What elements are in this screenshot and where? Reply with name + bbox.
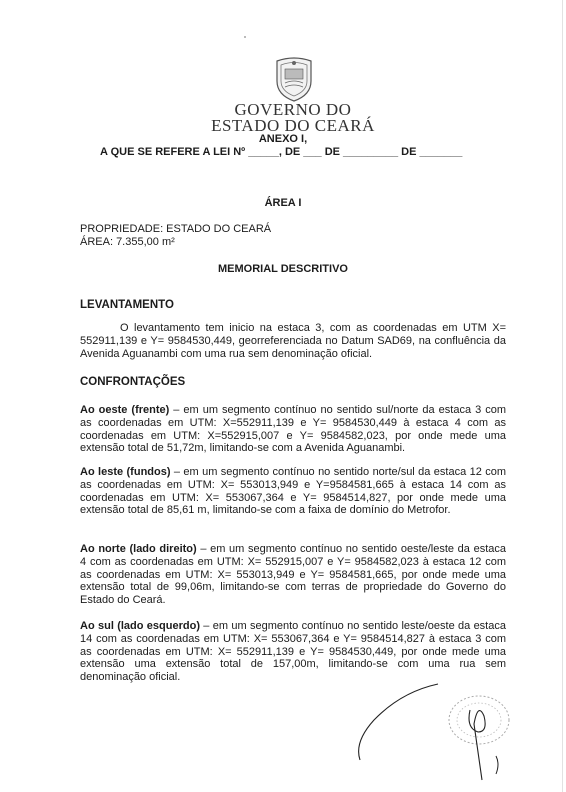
law-reference-line: A QUE SE REFERE A LEI Nº _____, DE ___ DE _________ DE _______ (100, 146, 463, 158)
confrontacao-text: – em um segmento contínuo no sentido sul/norte da estaca 3 com as coordenadas em UTM: X=552911,139 e Y= 9584530,449 à estaca 4 com as coordenadas em UTM: X=552915,007 e Y= 9584582,023, por onde mede uma extensão total de 51,72m, limitando-se com a Avenida Aguanambi. (80, 404, 506, 455)
property-area: ÁREA: 7.355,00 m² (80, 236, 175, 248)
memorial-title: MEMORIAL DESCRITIVO (218, 263, 348, 275)
scan-speck (244, 36, 246, 38)
area-title: ÁREA I (264, 197, 302, 209)
confrontacao-text: – em um segmento contínuo no sentido norte/sul da estaca 12 com as coordenadas em UTM: X= 553013,949 e Y=9584581,665 à estaca 14 com as coordenadas em UTM: X= 553067,364 e Y= 9584514,827, por onde mede uma extensão total de 85,61 m, limitando-se com a faixa de domínio do Metrofor. (80, 466, 506, 517)
confrontacao-label: Ao sul (lado esquerdo) (80, 620, 200, 632)
confrontacao-label: Ao oeste (frente) (80, 404, 170, 416)
property-block (80, 223, 271, 249)
confrontacao-sul (80, 620, 506, 684)
confrontacao-leste (80, 466, 506, 517)
confrontacao-label: Ao norte (lado direito) (80, 543, 197, 555)
state-seal-icon (273, 55, 315, 103)
confrontacao-text: – em um segmento contínuo no sentido leste/oeste da estaca 14 com as coordenadas em UTM: X= 553067,364 e Y= 9584514,827 à estaca 3 com as coordenadas em UTM: X= 552911,139 e Y= 9584530,449, por onde mede uma extensão uma extensão total de 157,00m, limitando-se com uma rua sem denominação oficial. (80, 620, 506, 684)
confrontacao-norte (80, 543, 506, 607)
government-name-line1: GOVERNO DO (234, 100, 352, 119)
government-name-line2: ESTADO DO CEARÁ (211, 116, 375, 135)
property-owner: PROPRIEDADE: ESTADO DO CEARÁ (80, 223, 272, 235)
section-confrontacoes-title: CONFRONTAÇÕES (80, 376, 186, 388)
annex-title: ANEXO I, (258, 133, 308, 145)
signature-stamp-icon (346, 680, 518, 785)
confrontacao-oeste (80, 404, 506, 455)
page-edge (562, 0, 563, 792)
section-levantamento-title: LEVANTAMENTO (80, 299, 174, 311)
confrontacao-label: Ao leste (fundos) (80, 466, 171, 478)
levantamento-paragraph: O levantamento tem inicio na estaca 3, com as coordenadas em UTM X= 552911,139 e Y= 9584530,449, georreferenciada no Datum SAD69, na confluência da Avenida Aguanambi com uma rua sem denominação oficial. (80, 322, 506, 360)
confrontacao-text: – em um segmento contínuo no sentido oeste/leste da estaca 4 com as coordenadas em UTM: X= 552915,007 e Y= 9584582,023 à estaca 12 com as coordenadas em UTM: X= 553013,949 e Y= 9584581,665, por onde mede uma extensão total de 99,06m, limitando-se com terras de propriedade do Governo do Estado do Ceará. (80, 543, 506, 607)
